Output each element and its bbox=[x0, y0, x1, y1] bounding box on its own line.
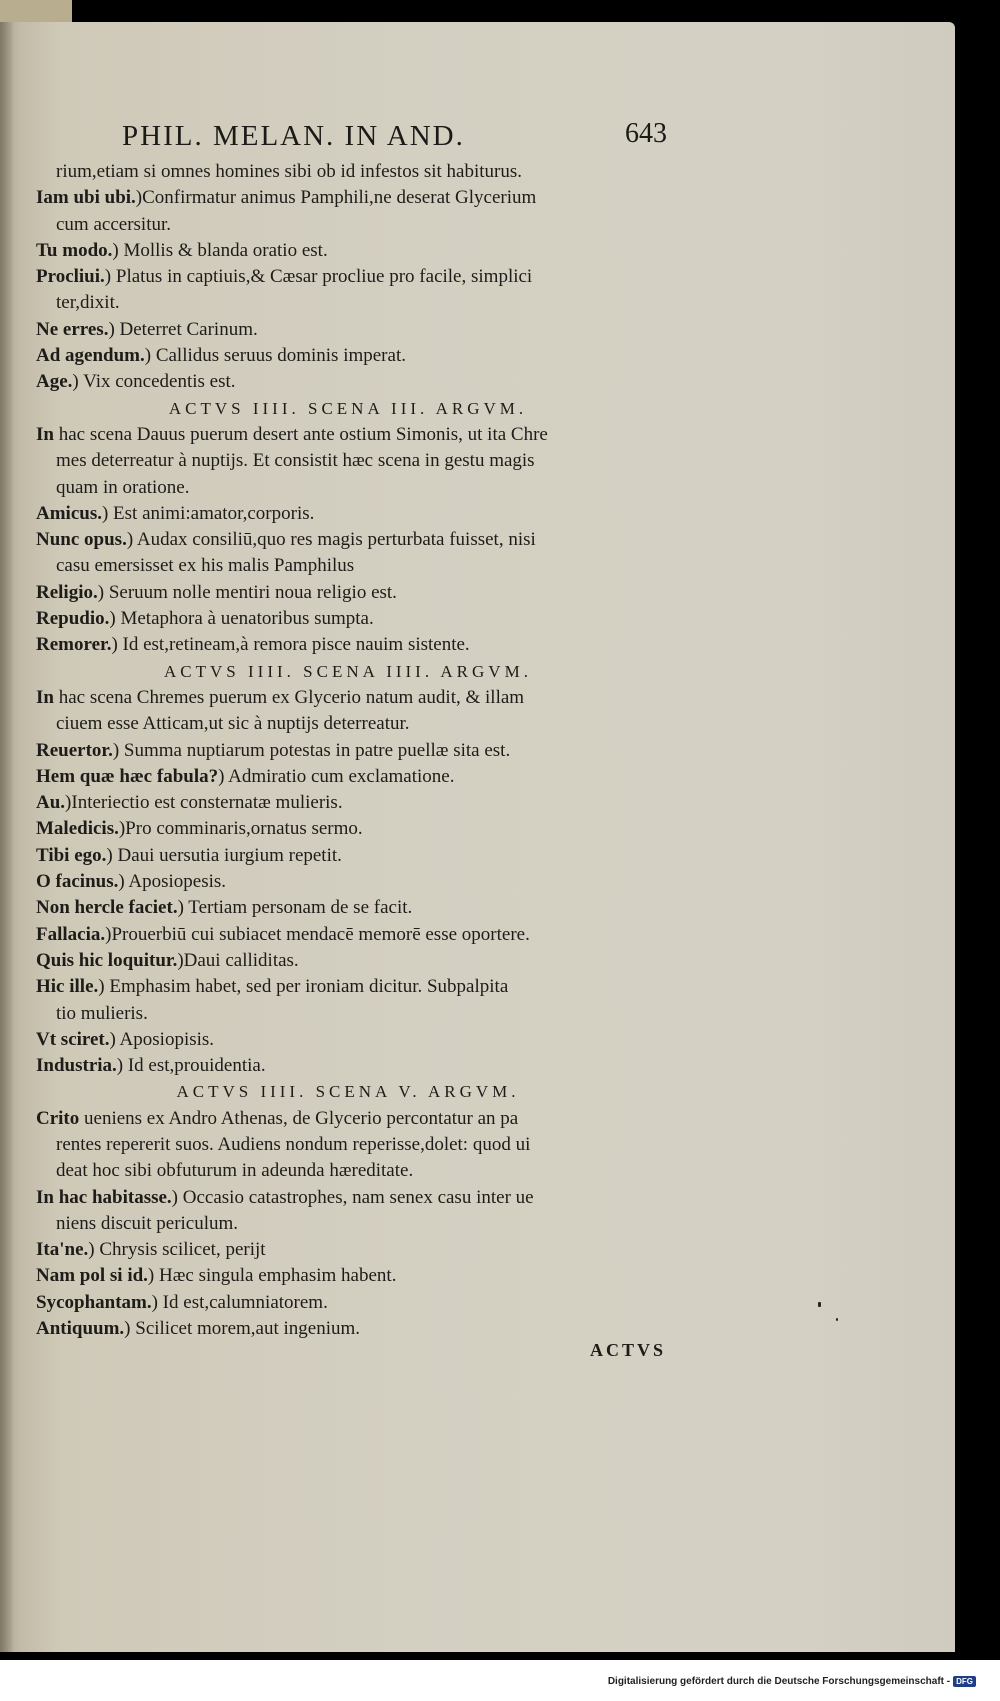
text-line bbox=[36, 185, 700, 211]
ink-speck bbox=[836, 1318, 838, 1321]
gloss: tio mulieris. bbox=[56, 1002, 148, 1024]
commentary-text bbox=[36, 159, 700, 1342]
text-line bbox=[36, 553, 700, 579]
text-line bbox=[36, 501, 700, 527]
lemma: Age. bbox=[36, 371, 73, 393]
lemma: Reuertor. bbox=[36, 739, 113, 761]
text-line bbox=[36, 264, 700, 290]
lemma: Ita'ne. bbox=[36, 1239, 89, 1261]
text-line bbox=[36, 1237, 700, 1263]
text-line bbox=[36, 1132, 700, 1158]
catchword: ACTVS bbox=[590, 1340, 667, 1360]
lemma: Hem quæ hæc fabula? bbox=[36, 765, 219, 787]
gloss: ) Id est,retineam,à remora pisce nauim sistente. bbox=[111, 634, 470, 656]
dfg-logo: DFG bbox=[953, 1676, 976, 1687]
gloss: quam in oratione. bbox=[56, 476, 190, 498]
text-line bbox=[36, 1211, 700, 1237]
gloss: mes deterreatur à nuptijs. Et consistit hæc scena in gestu magis bbox=[56, 450, 535, 472]
text-line bbox=[36, 606, 700, 632]
ink-speck bbox=[818, 1302, 821, 1307]
lemma: Antiquum. bbox=[36, 1318, 125, 1340]
text-line bbox=[36, 422, 700, 448]
gloss: deat hoc sibi obfuturum in adeunda hæreditate. bbox=[56, 1160, 414, 1182]
lemma: Crito bbox=[36, 1107, 80, 1129]
text-line bbox=[36, 527, 700, 553]
lemma: Nunc opus. bbox=[36, 529, 127, 551]
text-line bbox=[36, 895, 700, 921]
lemma: Nam pol si id. bbox=[36, 1265, 148, 1287]
lemma: Hic ille. bbox=[36, 976, 99, 998]
gloss: ) Est animi:amator,corporis. bbox=[101, 502, 315, 524]
running-head: PHIL. MELAN. IN AND. bbox=[122, 120, 465, 152]
text-line bbox=[36, 685, 700, 711]
page-number: 643 bbox=[625, 118, 667, 149]
text-line bbox=[36, 475, 700, 501]
gloss: ) Mollis & blanda oratio est. bbox=[112, 239, 328, 261]
gloss: ) Callidus seruus dominis imperat. bbox=[144, 345, 406, 367]
lemma: Vt sciret. bbox=[36, 1028, 110, 1050]
lemma: In bbox=[36, 423, 54, 445]
lemma: Repudio. bbox=[36, 608, 110, 630]
text-line bbox=[36, 948, 700, 974]
text-line bbox=[36, 1027, 700, 1053]
text-line bbox=[36, 816, 700, 842]
text-line bbox=[36, 1290, 700, 1316]
gloss: hac scena Dauus puerum desert ante ostium Simonis, ut ita Chre bbox=[53, 423, 548, 445]
lemma: Tibi ego. bbox=[36, 844, 107, 866]
lemma: In bbox=[36, 686, 54, 708]
gloss: ciuem esse Atticam,ut sic à nuptijs deterreatur. bbox=[56, 713, 410, 735]
text-line bbox=[36, 632, 700, 658]
text-line bbox=[36, 1053, 700, 1079]
text-line bbox=[36, 448, 700, 474]
text-line bbox=[36, 843, 700, 869]
scene-heading: ACTVS IIII. SCENA V. ARGVM. bbox=[176, 1082, 520, 1102]
lemma: Au. bbox=[36, 792, 66, 814]
text-line bbox=[36, 343, 700, 369]
gloss: ) Summa nuptiarum potestas in patre puellæ sita est. bbox=[112, 739, 511, 761]
lemma: Iam ubi ubi. bbox=[36, 187, 136, 209]
gloss: hac scena Chremes puerum ex Glycerio natum audit, & illam bbox=[53, 686, 525, 708]
gloss: ) Platus in captiuis,& Cæsar procliue pro facile, simplici bbox=[104, 266, 533, 288]
gloss: casu emersisset ex his malis Pamphilus bbox=[56, 555, 355, 577]
gloss: ) Admiratio cum exclamatione. bbox=[218, 765, 455, 787]
text-line bbox=[36, 1001, 700, 1027]
gloss: ) Tertiam personam de se facit. bbox=[177, 897, 413, 919]
footer-credit-text: Digitalisierung gefördert durch die Deutsche Forschungsgemeinschaft - bbox=[607, 1676, 951, 1687]
lemma: Fallacia. bbox=[36, 923, 106, 945]
text-line bbox=[36, 790, 700, 816]
gloss: ) Vix concedentis est. bbox=[72, 371, 236, 393]
gloss: ) Aposiopisis. bbox=[109, 1028, 215, 1050]
text-line bbox=[36, 1106, 700, 1132]
text-line bbox=[36, 738, 700, 764]
lemma: In hac habitasse. bbox=[36, 1186, 172, 1208]
lemma: Industria. bbox=[36, 1055, 117, 1077]
gutter-shadow bbox=[0, 22, 14, 1652]
lemma: Procliui. bbox=[36, 266, 105, 288]
gloss: ) Daui uersutia iurgium repetit. bbox=[106, 844, 342, 866]
footer-credit bbox=[608, 1676, 976, 1687]
gloss: ) Metaphora à uenatoribus sumpta. bbox=[109, 608, 374, 630]
text-line bbox=[36, 869, 700, 895]
text-line bbox=[36, 1158, 700, 1184]
gloss: ) Aposiopesis. bbox=[118, 871, 227, 893]
gloss: )Daui calliditas. bbox=[177, 949, 299, 971]
text-line bbox=[36, 238, 700, 264]
gloss: ) Occasio catastrophes, nam senex casu inter ue bbox=[171, 1186, 534, 1208]
gloss: ) Deterret Carinum. bbox=[108, 318, 258, 340]
scene-heading: ACTVS IIII. SCENA IIII. ARGVM. bbox=[164, 661, 532, 681]
gloss: )Interiectio est consternatæ mulieris. bbox=[65, 792, 343, 814]
text-line bbox=[36, 317, 700, 343]
gloss: ) Hæc singula emphasim habent. bbox=[147, 1265, 397, 1287]
lemma: Amicus. bbox=[36, 502, 102, 524]
text-line bbox=[36, 580, 700, 606]
text-line bbox=[36, 1263, 700, 1289]
gloss: )Confirmatur animus Pamphili,ne deserat Glycerium bbox=[135, 187, 537, 209]
text-line bbox=[36, 711, 700, 737]
gloss: cum accersitur. bbox=[56, 213, 172, 235]
gloss: niens discuit periculum. bbox=[56, 1212, 239, 1234]
gloss: rium,etiam si omnes homines sibi ob id infestos sit habiturus. bbox=[56, 161, 523, 182]
gloss: ueniens ex Andro Athenas, de Glycerio percontatur an pa bbox=[79, 1107, 519, 1129]
lemma: Religio. bbox=[36, 581, 98, 603]
lemma: Remorer. bbox=[36, 634, 112, 656]
scene-heading: ACTVS IIII. SCENA III. ARGVM. bbox=[168, 398, 528, 418]
gloss: )Pro comminaris,ornatus sermo. bbox=[118, 818, 363, 840]
gloss: ) Id est,prouidentia. bbox=[116, 1055, 266, 1077]
text-line bbox=[36, 922, 700, 948]
gloss: ) Seruum nolle mentiri noua religio est. bbox=[97, 581, 397, 603]
lemma: Ne erres. bbox=[36, 318, 109, 340]
lemma: Non hercle faciet. bbox=[36, 897, 178, 919]
text-line bbox=[36, 369, 700, 395]
gloss: ) Emphasim habet, sed per ironiam dicitur. Subpalpita bbox=[98, 976, 509, 998]
gloss: ) Id est,calumniatorem. bbox=[151, 1291, 328, 1313]
lemma: Tu modo. bbox=[36, 239, 113, 261]
gloss: ter,dixit. bbox=[56, 292, 120, 314]
text-line bbox=[36, 974, 700, 1000]
text-line bbox=[36, 212, 700, 238]
text-line bbox=[36, 290, 700, 316]
gloss: )Prouerbiū cui subiacet mendacē memorē esse oportere. bbox=[105, 923, 530, 945]
lemma: Sycophantam. bbox=[36, 1291, 152, 1313]
lemma: Ad agendum. bbox=[36, 345, 145, 367]
gloss: ) Chrysis scilicet, perijt bbox=[88, 1239, 266, 1261]
gloss: ) Scilicet morem,aut ingenium. bbox=[124, 1318, 361, 1340]
text-line bbox=[36, 764, 700, 790]
lemma: Quis hic loquitur. bbox=[36, 949, 178, 971]
gloss: rentes repererit suos. Audiens nondum reperisse,dolet: quod ui bbox=[56, 1133, 531, 1155]
gloss: ) Audax consiliū,quo res magis perturbata fuisset, nisi bbox=[126, 529, 536, 551]
text-line bbox=[36, 1316, 700, 1342]
lemma: O facinus. bbox=[36, 871, 119, 893]
text-line bbox=[36, 159, 700, 185]
lemma: Maledicis. bbox=[36, 818, 119, 840]
text-line bbox=[36, 1185, 700, 1211]
